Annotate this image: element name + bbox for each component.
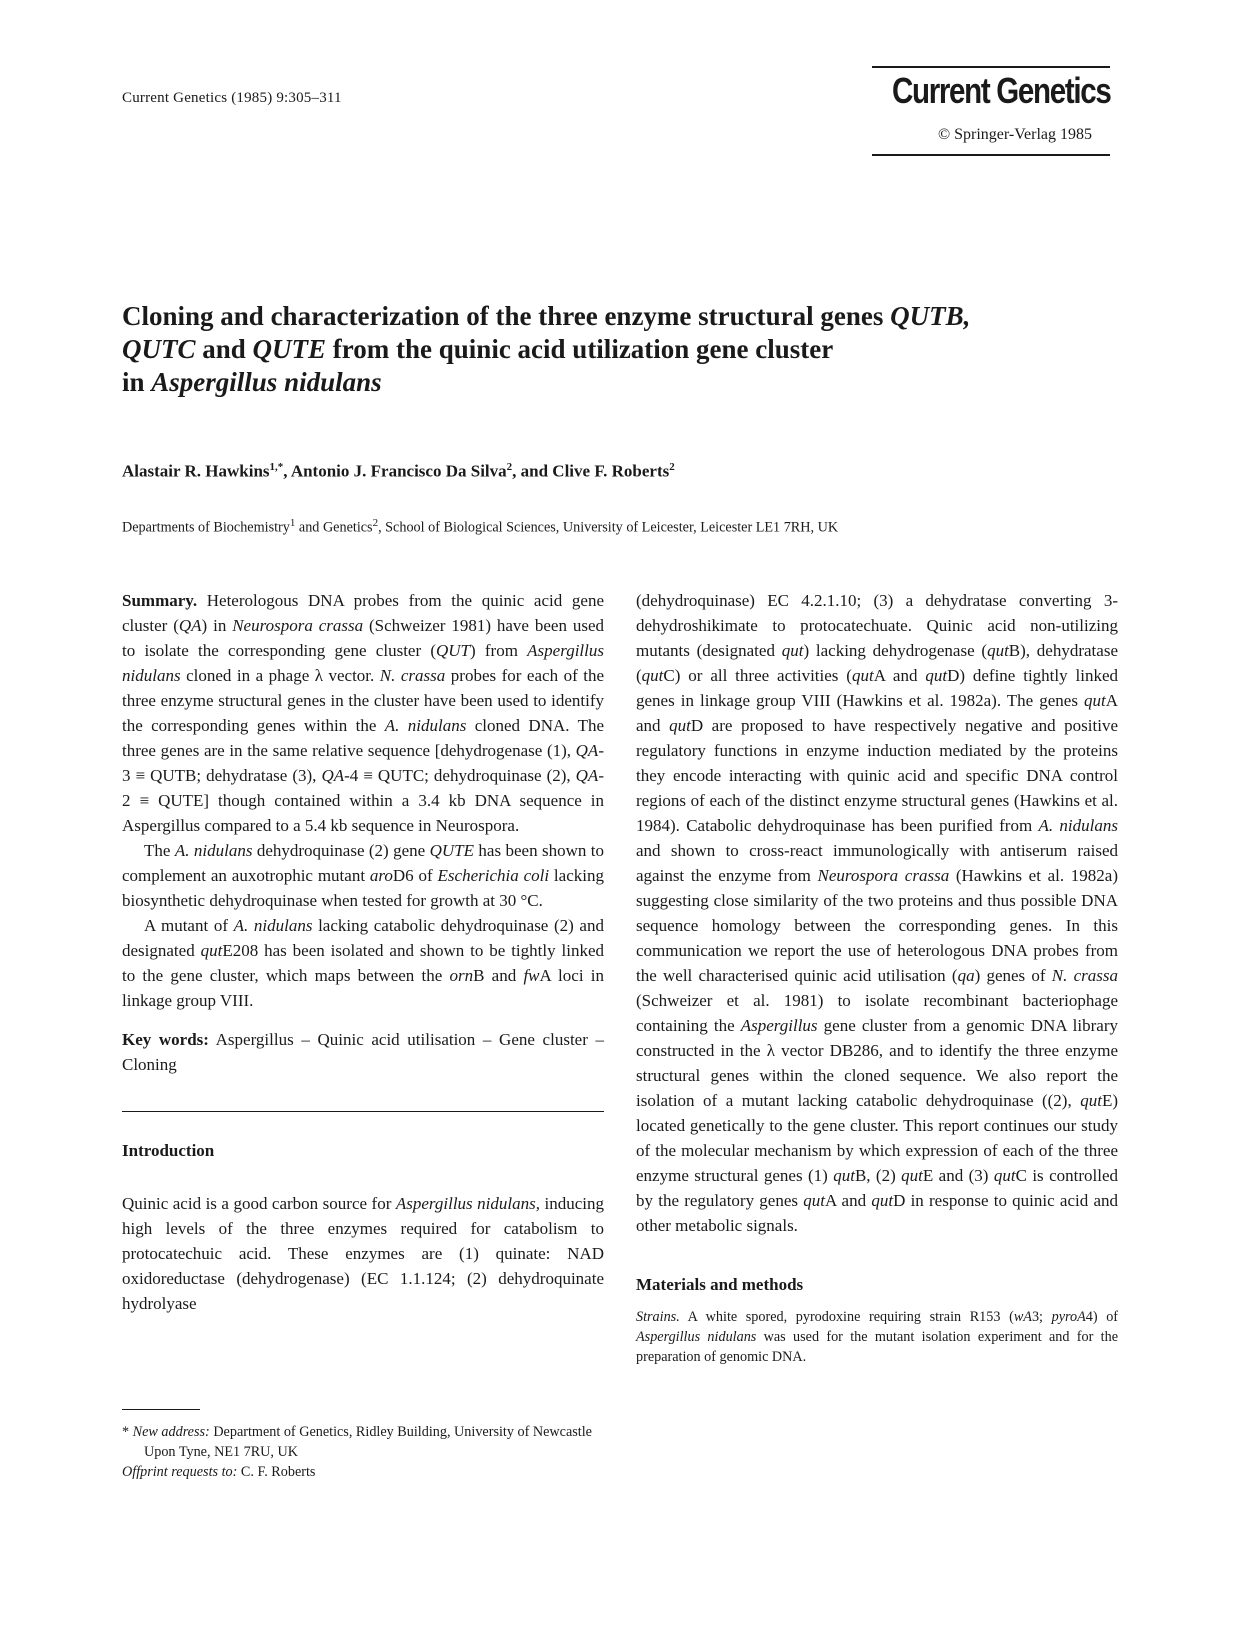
masthead-top-rule — [872, 66, 1110, 68]
introduction-paragraph: Quinic acid is a good carbon source for Aspergillus nidulans, inducing high levels of the three enzymes required for catabolism to protocatechuic acid. These enzymes are (1) quinate: NAD oxidoreductase (dehydrogenase) (EC 1.1.124; (2) dehydroquinate hydrolyase — [122, 1194, 604, 1313]
key-words: Key words: Aspergillus – Quinic acid utilisation – Gene cluster – Cloning — [122, 1030, 604, 1074]
journal-citation: Current Genetics (1985) 9:305–311 — [122, 90, 342, 106]
journal-logo: Current Genetics — [891, 70, 1110, 111]
section-divider — [122, 1111, 604, 1112]
right-column — [636, 588, 1118, 1367]
copyright-notice: © Springer-Verlag 1985 — [937, 126, 1092, 143]
affiliations: Departments of Biochemistry$^1$ and Genetics$^2$, School of Biological Sciences, University of Leicester, Leicester LE1 7RH, UK — [122, 517, 839, 536]
footnote-new-address: * New address: Department of Genetics, Ridley Building, University of Newcastle Upon Tyne, NE1 7RU, UK — [122, 1424, 592, 1460]
summary-paragraph-2: The A. nidulans dehydroquinase (2) gene QUTE has been shown to complement an auxotrophic mutant aroD6 of Escherichia coli lacking biosynthetic dehydroquinase when tested for growth at 30 °C. — [122, 841, 604, 910]
left-column — [122, 588, 604, 1316]
footnotes — [122, 1422, 604, 1482]
article-title: Cloning and characterization of the three enzyme structural genes QUTB, QUTC and QUTE from the quinic acid utilization gene cluster in Aspergillus nidulans — [122, 301, 971, 397]
introduction-continued: (dehydroquinase) EC 4.2.1.10; (3) a dehydratase converting 3-dehydroshikimate to protocatechuate. Quinic acid non-utilizing mutants (designated qut) lacking dehydrogenase (qutB), dehydratase (qutC) or all three activities (qutA and qutD) define tightly linked genes in linkage group VIII (Hawkins et al. 1982a). The genes qutA and qutD are proposed to have respectively negative and positive regulatory functions in enzyme induction mediated by the proteins they encode interacting with quinic acid and specific DNA control regions of each of the distinct enzyme structural genes (Hawkins et al. 1984). Catabolic dehydroquinase has been purified from A. nidulans and shown to cross-react immunologically with antiserum raised against the enzyme from Neurospora crassa (Hawkins et al. 1982a) suggesting close similarity of the two proteins and thus possible DNA sequence homology between the corresponding genes. In this communication we report the use of heterologous DNA probes from the well characterised quinic acid utilisation (qa) genes of N. crassa (Schweizer et al. 1981) to isolate recombinant bacteriophage containing the Aspergillus gene cluster from a genomic DNA library constructed in the λ vector DB286, and to identify the three enzyme structural genes within the cloned sequence. We also report the isolation of a mutant lacking catabolic dehydroquinase ((2), qutE) located genetically to the gene cluster. This report continues our study of the molecular mechanism by which expression of each of the three enzyme structural genes (1) qutB, (2) qutE and (3) qutC is controlled by the regulatory genes qutA and qutD in response to quinic acid and other metabolic signals. — [636, 591, 1119, 1235]
summary-paragraph-1: Summary. Heterologous DNA probes from the quinic acid gene cluster (QA) in Neurospora crassa (Schweizer 1981) have been used to isolate the corresponding gene cluster (QUT) from Aspergillus nidulans cloned in a phage λ vector. N. crassa probes for each of the three enzyme structural genes in the cluster have been used to identify the corresponding genes within the A. nidulans cloned DNA. The three genes are in the same relative sequence [dehydrogenase (1), QA-3 ≡ QUTB; dehydratase (3), QA-4 ≡ QUTC; dehydroquinase (2), QA-2 ≡ QUTE] though contained within a 3.4 kb DNA sequence in Aspergillus compared to a 5.4 kb sequence in Neurospora. — [122, 591, 605, 835]
masthead-bottom-rule — [872, 154, 1110, 156]
footnote-offprint: Offprint requests to: C. F. Roberts — [122, 1464, 316, 1480]
methods-heading: Materials and methods — [636, 1275, 804, 1294]
footnote-rule — [122, 1409, 200, 1410]
summary-paragraph-3: A mutant of A. nidulans lacking catabolic dehydroquinase (2) and designated qutE208 has been isolated and shown to be tightly linked to the gene cluster, which maps between the ornB and fwA loci in linkage group VIII. — [122, 916, 604, 1010]
author-list: Alastair R. Hawkins$^{1,*}$, Antonio J. Francisco Da Silva$^2$, and Clive F. Roberts$^2$ — [122, 461, 675, 481]
introduction-heading: Introduction — [122, 1141, 215, 1160]
methods-strains-paragraph: Strains. A white spored, pyrodoxine requiring strain R153 (wA3; pyroA4) of Aspergillus nidulans was used for the mutant isolation experiment and for the preparation of genomic DNA. — [636, 1309, 1119, 1365]
